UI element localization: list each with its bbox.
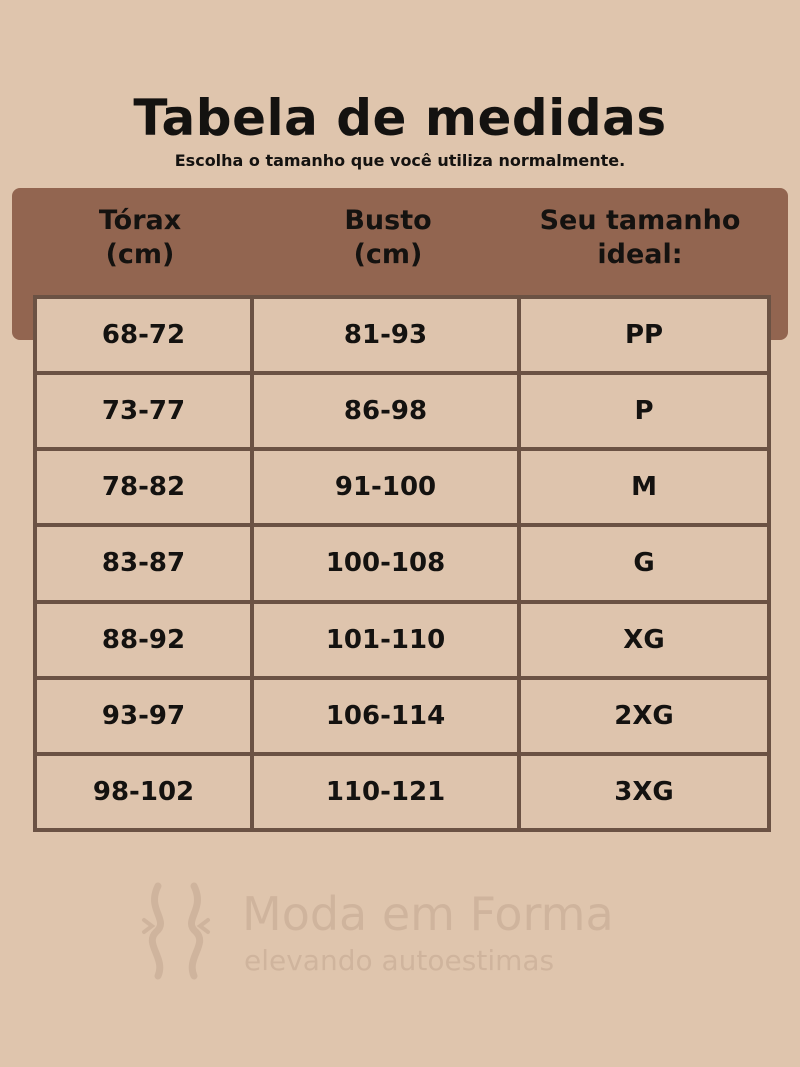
cell-size: 3XG	[519, 754, 769, 830]
size-table	[33, 295, 771, 832]
column-header-busto-line1: Busto	[344, 205, 432, 236]
cell-torax: 78-82	[35, 449, 252, 525]
cell-torax: 73-77	[35, 373, 252, 449]
column-header-torax	[60, 204, 220, 272]
cell-torax: 83-87	[35, 525, 252, 601]
cell-busto: 110-121	[252, 754, 519, 830]
column-header-busto-line2: (cm)	[353, 239, 423, 270]
cell-torax: 88-92	[35, 602, 252, 678]
table-row	[35, 449, 769, 525]
cell-size: PP	[519, 297, 769, 373]
cell-size: G	[519, 525, 769, 601]
cell-torax: 93-97	[35, 678, 252, 754]
cell-torax: 98-102	[35, 754, 252, 830]
table-row	[35, 602, 769, 678]
cell-busto: 101-110	[252, 602, 519, 678]
table-row	[35, 373, 769, 449]
table-row	[35, 525, 769, 601]
cell-busto: 86-98	[252, 373, 519, 449]
brand-tagline: elevando autoestimas	[244, 944, 555, 977]
table-row	[35, 297, 769, 373]
brand-watermark	[130, 880, 690, 990]
cell-busto: 100-108	[252, 525, 519, 601]
page-title: Tabela de medidas	[133, 89, 667, 147]
cell-size: 2XG	[519, 678, 769, 754]
table-row	[35, 754, 769, 830]
cell-size: XG	[519, 602, 769, 678]
cell-busto: 81-93	[252, 297, 519, 373]
cell-size: M	[519, 449, 769, 525]
page-subtitle: Escolha o tamanho que você utiliza normalmente.	[174, 151, 626, 170]
table-row	[35, 678, 769, 754]
column-header-size-line1: Seu tamanho	[539, 205, 741, 236]
column-header-busto	[308, 204, 468, 272]
column-header-size-line2: ideal:	[597, 239, 683, 270]
column-header-torax-line2: (cm)	[105, 239, 175, 270]
column-header-torax-line1: Tórax	[98, 205, 182, 236]
cell-torax: 68-72	[35, 297, 252, 373]
column-header-size	[520, 204, 760, 272]
brand-logo-icon	[136, 880, 216, 980]
brand-name: Moda em Forma	[242, 887, 614, 941]
cell-size: P	[519, 373, 769, 449]
cell-busto: 91-100	[252, 449, 519, 525]
cell-busto: 106-114	[252, 678, 519, 754]
